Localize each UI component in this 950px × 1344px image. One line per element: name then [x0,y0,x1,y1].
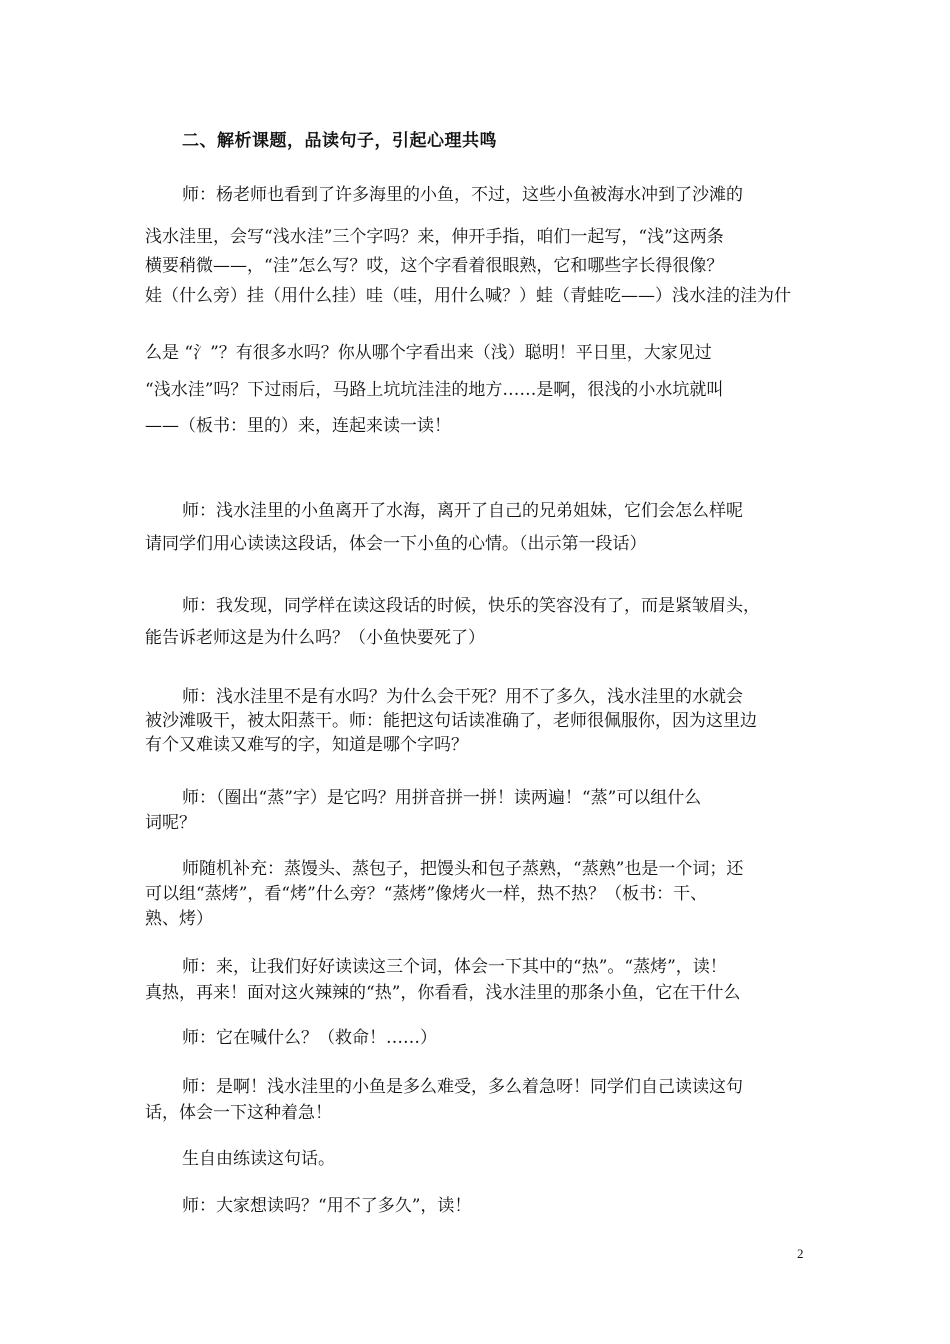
paragraph-line: 师：（圈出“蒸”字）是它吗？用拼音拼一拼！读两遍！“蒸”可以组什么 [182,788,702,808]
paragraph-line: 师随机补充：蒸馒头、蒸包子，把馒头和包子蒸熟，“蒸熟”也是一个词；还 [182,859,744,879]
paragraph-line: 师：它在喊什么？（救命！……） [182,1028,437,1048]
paragraph-line: 熟、烤） [145,909,213,929]
paragraph-line: 么是 “氵”？有很多水吗？你从哪个字看出来（浅）聪明！平日里，大家见过 [145,343,712,363]
paragraph-line: 真热，再来！面对这火辣辣的“热”，你看看，浅水洼里的那条小鱼，它在干什么 [145,983,741,1003]
paragraph-line: 生自由练读这句话。 [182,1149,335,1169]
paragraph [145,857,810,931]
paragraph [145,1147,810,1171]
paragraph-line: 师：浅水洼里的小鱼离开了水海，离开了自己的兄弟姐妹，它们会怎么样呢 [182,501,743,521]
paragraph-line: 师：大家想读吗？“用不了多久”，读！ [182,1196,472,1216]
paragraph-line: 师：来，让我们好好读读这三个词，体会一下其中的“热”。“蒸烤”，读！ [182,957,727,977]
paragraph-line: 师：杨老师也看到了许多海里的小鱼，不过，这些小鱼被海水冲到了沙滩的 [182,185,743,205]
paragraph [145,1026,810,1050]
paragraph-line: 请同学们用心读读这段话，体会一下小鱼的心情。（出示第一段话） [145,534,647,554]
page-number: 2 [797,1246,804,1261]
paragraph [145,181,810,440]
paragraph [145,955,810,1005]
paragraph-line: 有个又难读又难写的字，知道是哪个字吗？ [145,735,468,755]
paragraph-line: 师：是啊！浅水洼里的小鱼是多么难受，多么着急呀！同学们自己读读这句 [182,1077,743,1097]
paragraph-line: 话，体会一下这种着急！ [145,1103,332,1123]
paragraph-line: 师：浅水洼里不是有水吗？为什么会干死？用不了多久，浅水洼里的水就会 [182,687,743,707]
paragraph-line: “浅水洼”吗？下过雨后，马路上坑坑洼洼的地方……是啊，很浅的小水坑就叫 [145,380,724,400]
paragraph-line: 被沙滩吸干，被太阳蒸干。师：能把这句话读准确了，老师很佩服你，因为这里边 [145,711,757,731]
paragraph-line: 横要稍微——，“洼”怎么写？哎，这个字看着很眼熟，它和哪些字长得很像？ [145,256,724,276]
section-heading: 二、解析课题，品读句子，引起心理共鸣 [182,131,497,151]
paragraph [145,1194,810,1218]
paragraph [145,497,810,558]
paragraph [145,685,810,757]
paragraph-line: 可以组“蒸烤”，看“烤”什么旁？“蒸烤”像烤火一样，热不热？（板书：干、 [145,884,708,904]
paragraph-line: 浅水洼里，会写“浅水洼”三个字吗？来，伸开手指，咱们一起写，“浅”这两条 [145,227,724,247]
paragraph [145,592,810,652]
paragraph [145,786,810,835]
paragraph-line: 娃（什么旁）挂（用什么挂）哇（哇，用什么喊？）蛙（青蛙吃——）浅水洼的洼为什 [145,286,791,306]
paragraph-line: ——（板书：里的）来，连起来读一读！ [145,416,451,436]
paragraph-line: 词呢？ [145,813,196,833]
paragraph-line: 能告诉老师这是为什么吗？（小鱼快要死了） [145,628,485,648]
paragraph-line: 师：我发现，同学样在读这段话的时候，快乐的笑容没有了，而是紧皱眉头， [182,596,760,616]
paragraph [145,1075,810,1125]
